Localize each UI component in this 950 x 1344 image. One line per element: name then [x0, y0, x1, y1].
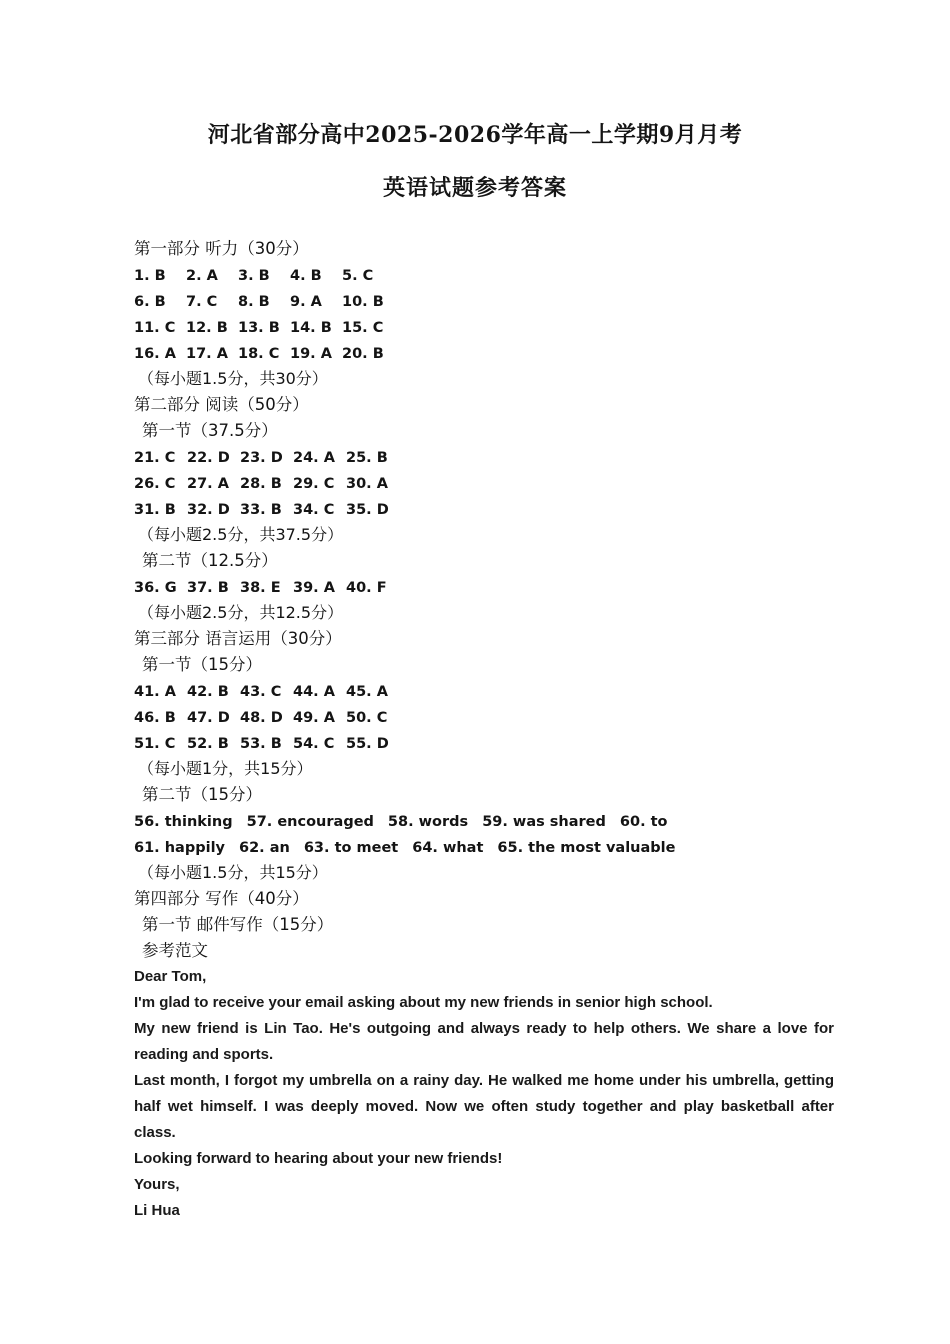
answer-row — [134, 574, 834, 600]
answer-item: 58. words — [387, 814, 469, 830]
answer-item: 59. was shared — [482, 814, 606, 830]
answer-item: 55. D — [346, 736, 389, 752]
answer-item: 44. A — [293, 684, 335, 700]
answer-item: 52. B — [187, 736, 229, 752]
answer-item: 25. B — [346, 450, 388, 466]
answer-item: 5. C — [342, 268, 374, 284]
answer-item: 26. C — [134, 476, 176, 492]
answer-row — [134, 444, 834, 470]
answer-item: 51. C — [134, 736, 176, 752]
answer-item: 56. thinking — [134, 814, 233, 830]
answer-item: 47. D — [187, 710, 230, 726]
answer-item: 54. C — [293, 736, 335, 752]
essay-paragraph: My new friend is Lin Tao. He's outgoing and always ready to help others. We share a love for reading and sports. — [134, 1020, 834, 1063]
answer-item: 11. C — [134, 320, 176, 336]
answer-item: 10. B — [342, 294, 384, 310]
essay-greeting: Dear Tom, — [134, 968, 207, 985]
answer-item: 16. A — [134, 346, 176, 362]
score-note: （每小题1分，共15分） — [138, 759, 313, 778]
answer-row — [134, 496, 834, 522]
answer-item: 14. B — [290, 320, 332, 336]
answer-item: 8. B — [238, 294, 270, 310]
answer-item: 43. C — [240, 684, 282, 700]
answer-item: 2. A — [186, 268, 218, 284]
answer-row — [134, 470, 834, 496]
answer-item: 39. A — [293, 580, 335, 596]
sample-essay — [134, 964, 834, 1224]
answer-item: 7. C — [186, 294, 218, 310]
answer-item: 49. A — [293, 710, 335, 726]
answer-row — [134, 314, 834, 340]
part3-heading: 第三部分 语言运用（30分） — [134, 629, 342, 648]
essay-signature: Li Hua — [134, 1202, 180, 1219]
answer-item: 46. B — [134, 710, 176, 726]
essay-paragraph: Looking forward to hearing about your new friends! — [134, 1150, 503, 1167]
answer-item: 22. D — [187, 450, 230, 466]
answer-row — [134, 834, 834, 860]
answer-row — [134, 678, 834, 704]
answer-item: 4. B — [290, 268, 322, 284]
document-title: 河北省部分高中2025-2026学年高一上学期9月月考 — [207, 122, 743, 148]
answer-item: 12. B — [186, 320, 228, 336]
answer-item: 24. A — [293, 450, 335, 466]
part2-section1-heading: 第一节（37.5分） — [142, 421, 278, 440]
answer-item: 50. C — [346, 710, 388, 726]
essay-paragraph: I'm glad to receive your email asking about my new friends in senior high school. — [134, 994, 713, 1011]
answer-item: 15. C — [342, 320, 384, 336]
answer-row — [134, 340, 834, 366]
part4-section1-heading: 第一节 邮件写作（15分） — [142, 915, 334, 934]
answer-item: 34. C — [293, 502, 335, 518]
score-note: （每小题1.5分，共30分） — [138, 369, 328, 388]
document-subtitle: 英语试题参考答案 — [382, 175, 567, 201]
answer-content — [134, 236, 834, 1224]
answer-item: 57. encouraged — [246, 814, 374, 830]
answer-item: 1. B — [134, 268, 166, 284]
score-note: （每小题2.5分，共12.5分） — [138, 603, 344, 622]
answer-item: 13. B — [238, 320, 280, 336]
answer-item: 48. D — [240, 710, 283, 726]
answer-item: 37. B — [187, 580, 229, 596]
answer-item: 63. to meet — [303, 840, 399, 856]
answer-item: 40. F — [346, 580, 387, 596]
answer-item: 62. an — [239, 840, 290, 856]
part1-heading: 第一部分 听力（30分） — [134, 239, 309, 258]
part3-section1-heading: 第一节（15分） — [142, 655, 262, 674]
answer-row — [134, 730, 834, 756]
answer-item: 38. E — [240, 580, 281, 596]
answer-item: 29. C — [293, 476, 335, 492]
answer-item: 28. B — [240, 476, 282, 492]
answer-row — [134, 288, 834, 314]
answer-item: 36. G — [134, 580, 177, 596]
answer-item: 45. A — [346, 684, 388, 700]
essay-paragraph: Last month, I forgot my umbrella on a rainy day. He walked me home under his umbrella, getting half wet himself. I was deeply moved. Now we often study together and play basketball after class. — [134, 1072, 834, 1141]
essay-closing: Yours, — [134, 1176, 180, 1193]
score-note: （每小题2.5分，共37.5分） — [138, 525, 344, 544]
sample-essay-label: 参考范文 — [142, 941, 208, 960]
answer-item: 19. A — [290, 346, 332, 362]
answer-item: 30. A — [346, 476, 388, 492]
answer-item: 27. A — [187, 476, 229, 492]
answer-item: 18. C — [238, 346, 280, 362]
part4-heading: 第四部分 写作（40分） — [134, 889, 309, 908]
answer-item: 35. D — [346, 502, 389, 518]
answer-row — [134, 262, 834, 288]
part2-heading: 第二部分 阅读（50分） — [134, 395, 309, 414]
answer-item: 33. B — [240, 502, 282, 518]
answer-item: 60. to — [619, 814, 668, 830]
answer-item: 32. D — [187, 502, 230, 518]
answer-row — [134, 704, 834, 730]
answer-item: 31. B — [134, 502, 176, 518]
answer-item: 9. A — [290, 294, 322, 310]
answer-item: 42. B — [187, 684, 229, 700]
answer-item: 65. the most valuable — [497, 840, 676, 856]
answer-item: 61. happily — [134, 840, 225, 856]
answer-item: 21. C — [134, 450, 176, 466]
answer-item: 41. A — [134, 684, 176, 700]
answer-item: 3. B — [238, 268, 270, 284]
score-note: （每小题1.5分，共15分） — [138, 863, 328, 882]
part3-section2-heading: 第二节（15分） — [142, 785, 262, 804]
part2-section2-heading: 第二节（12.5分） — [142, 551, 278, 570]
answer-item: 17. A — [186, 346, 228, 362]
answer-item: 53. B — [240, 736, 282, 752]
answer-row — [134, 808, 834, 834]
answer-item: 20. B — [342, 346, 384, 362]
answer-item: 64. what — [412, 840, 484, 856]
answer-item: 23. D — [240, 450, 283, 466]
answer-item: 6. B — [134, 294, 166, 310]
